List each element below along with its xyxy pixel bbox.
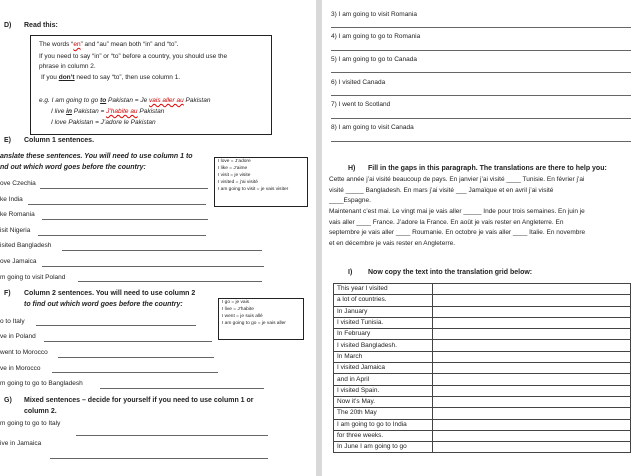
numbered-item-7: 7) I went to Scotland [331, 101, 391, 108]
grid-row [334, 442, 631, 453]
numbered-item-6: 6) I visited Canada [331, 79, 386, 86]
section-e-title: Column 1 sentences. [24, 137, 95, 144]
grid-translation-cell[interactable] [433, 430, 631, 441]
grid-translation-cell[interactable] [433, 284, 631, 295]
grid-translation-cell[interactable] [433, 306, 631, 317]
f-item-5: m going to go to Bangladesh [0, 380, 83, 387]
grid-english-cell: I visited Tunisia. [334, 317, 433, 328]
e-item-4: isit Nigeria [0, 227, 31, 234]
answer-line[interactable] [331, 141, 631, 142]
info-line-3: phrase in column 2. [39, 63, 96, 70]
example-1: e.g. I am going to go to Pakistan = Je vais aller au Pakistan [39, 97, 211, 104]
answer-line[interactable] [62, 250, 262, 251]
answer-line[interactable] [52, 372, 218, 373]
grid-english-cell: for three weeks. [334, 430, 433, 441]
ref2-line-1: I go = je vais [222, 300, 250, 305]
answer-line[interactable] [331, 95, 631, 96]
grid-row [334, 295, 631, 306]
section-h-letter: H) [348, 165, 356, 172]
answer-line[interactable] [42, 219, 208, 220]
grid-row [334, 374, 631, 385]
grid-translation-cell[interactable] [433, 317, 631, 328]
grid-row [334, 317, 631, 328]
numbered-item-4: 4) I am going to go to Romania [331, 33, 421, 40]
info-line-2: If you need to say “in” or “to” before a country, you should use the [39, 53, 228, 60]
answer-line[interactable] [331, 118, 631, 119]
section-i-title: Now copy the text into the translation grid below: [368, 269, 533, 276]
section-g-letter: G) [4, 397, 12, 404]
grid-english-cell: The 20th May [334, 408, 433, 419]
section-f-letter: F) [4, 290, 11, 297]
translation-grid [333, 283, 631, 453]
section-e-instruction-2: nd out which word goes before the country: [0, 164, 146, 171]
answer-line[interactable] [331, 27, 631, 28]
section-f-title-2: to find out which word goes before the country: [24, 301, 183, 308]
column-1-reference-box [214, 157, 308, 207]
grid-english-cell: This year I visited [334, 284, 433, 295]
answer-line[interactable] [58, 357, 214, 358]
example-3: I love Pakistan = J’adore le Pakistan [51, 119, 156, 126]
e-item-7: m going to visit Poland [0, 274, 66, 281]
paragraph-line-1: Cette année j’ai visité beaucoup de pays. En janvier j’ai visité ____ Tunisie. En février j’ai [329, 176, 585, 183]
grid-english-cell: I visited Bangladesh. [334, 340, 433, 351]
section-g-title-2: column 2. [24, 408, 57, 415]
grid-english-cell: In January [334, 306, 433, 317]
e-item-3: ke Romania [0, 211, 35, 218]
ref2-line-2: I live = J’habite [222, 307, 254, 312]
info-line-4: If you don’t need to say “to”, then use column 1. [41, 74, 181, 81]
grid-row [334, 284, 631, 295]
grid-english-cell: I visited Spain. [334, 385, 433, 396]
grid-row [334, 329, 631, 340]
grid-row [334, 385, 631, 396]
ref1-line-5: I am going to visit = je vais visiter [218, 187, 289, 192]
paragraph-line-6: septembre je vais aller ____ Roumanie. En octobre je vais aller ____ Italie. En novembre [329, 229, 586, 236]
answer-line[interactable] [40, 188, 208, 189]
section-h-title: Fill in the gaps in this paragraph. The translations are there to help you: [368, 165, 607, 172]
grid-translation-cell[interactable] [433, 329, 631, 340]
answer-line[interactable] [44, 341, 212, 342]
ref1-line-1: I love = J’adore [218, 159, 251, 164]
section-e-letter: E) [4, 137, 11, 144]
paragraph-line-4: Maintenant c’est mai. Le vingt mai je vais aller _____ Inde pour trois semaines. En juin je [329, 208, 585, 215]
grid-row [334, 408, 631, 419]
grid-english-cell: Now it’s May. [334, 396, 433, 407]
column-2-reference-box [218, 298, 304, 340]
answer-line[interactable] [76, 435, 268, 436]
section-e-instruction-1: anslate these sentences. You will need to use column 1 to [0, 153, 193, 160]
answer-line[interactable] [78, 281, 262, 282]
grid-english-cell: I am going to go to India [334, 419, 433, 430]
grid-translation-cell[interactable] [433, 374, 631, 385]
grid-translation-cell[interactable] [433, 351, 631, 362]
ref1-line-2: I like = J’aime [218, 166, 248, 171]
info-line-1: The words “en” and “au” mean both “in” and “to”. [39, 41, 179, 48]
numbered-item-5: 5) I am going to go to Canada [331, 56, 418, 63]
grid-row [334, 351, 631, 362]
paragraph-line-2: visité _____ Bangladesh. En mars j’ai visité ___ Jamaïque et en avril j’ai visité [329, 187, 554, 194]
answer-line[interactable] [28, 204, 206, 205]
grid-translation-cell[interactable] [433, 385, 631, 396]
grid-row [334, 306, 631, 317]
answer-line[interactable] [38, 235, 206, 236]
g-item-2: ive in Jamaica [0, 440, 42, 447]
grid-english-cell: I visited Jamaica [334, 363, 433, 374]
numbered-item-3: 3) I am going to visit Romania [331, 11, 417, 18]
ref1-line-4: I visited = j’ai visité [218, 180, 258, 185]
section-d-letter: D) [4, 22, 12, 29]
section-f-title-1: Column 2 sentences. You will need to use column 2 [24, 290, 196, 297]
answer-line[interactable] [331, 50, 631, 51]
f-item-2: ve in Poland [0, 333, 36, 340]
grid-english-cell: In February [334, 329, 433, 340]
answer-line[interactable] [100, 388, 264, 389]
grid-translation-cell[interactable] [433, 295, 631, 306]
e-item-6: ove Jamaica [0, 258, 37, 265]
grid-translation-cell[interactable] [433, 442, 631, 453]
grid-english-cell: and in April [334, 374, 433, 385]
answer-line[interactable] [36, 325, 196, 326]
grid-row [334, 363, 631, 374]
paragraph-line-7: et en décembre je vais rester en Angleterre. [329, 240, 456, 247]
grid-translation-cell[interactable] [433, 419, 631, 430]
page-separator [316, 0, 322, 476]
answer-line[interactable] [331, 72, 631, 73]
ref1-line-3: I visit = je visite [218, 173, 251, 178]
grid-english-cell: In March [334, 351, 433, 362]
example-2: I live in Pakistan = J’habite au Pakistan [51, 108, 165, 115]
grid-row [334, 340, 631, 351]
grid-english-cell: In June I am going to go [334, 442, 433, 453]
section-g-title-1: Mixed sentences – decide for yourself if you need to use column 1 or [24, 397, 254, 404]
ref2-line-4: I am going to go = je vais aller [222, 321, 286, 326]
section-d-title: Read this: [24, 22, 58, 29]
e-item-5: isited Bangladesh [0, 242, 52, 249]
grid-translation-cell[interactable] [433, 340, 631, 351]
e-item-2: ke India [0, 196, 23, 203]
f-item-4: ve in Morocco [0, 365, 41, 372]
grid-translation-cell[interactable] [433, 396, 631, 407]
section-i-letter: I) [348, 269, 353, 276]
grid-translation-cell[interactable] [433, 363, 631, 374]
grid-english-cell: a lot of countries. [334, 295, 433, 306]
grid-translation-cell[interactable] [433, 408, 631, 419]
info-box [30, 35, 272, 135]
ref2-line-3: I went = je suis allé [222, 314, 263, 319]
g-item-1: m going to go to Italy [0, 420, 61, 427]
numbered-item-8: 8) I am going to visit Canada [331, 124, 414, 131]
answer-line[interactable] [50, 458, 268, 459]
answer-line[interactable] [42, 266, 264, 267]
e-item-1: ove Czechia [0, 180, 36, 187]
grid-row [334, 419, 631, 430]
paragraph-line-3: ____Espagne. [329, 197, 371, 204]
f-item-1: o to Italy [0, 318, 25, 325]
grid-row [334, 396, 631, 407]
f-item-3: went to Morocco [0, 349, 48, 356]
paragraph-line-5: vais aller ____ France. J’adore la France. En août je vais rester en Angleterre. En [329, 219, 564, 226]
grid-row [334, 430, 631, 441]
